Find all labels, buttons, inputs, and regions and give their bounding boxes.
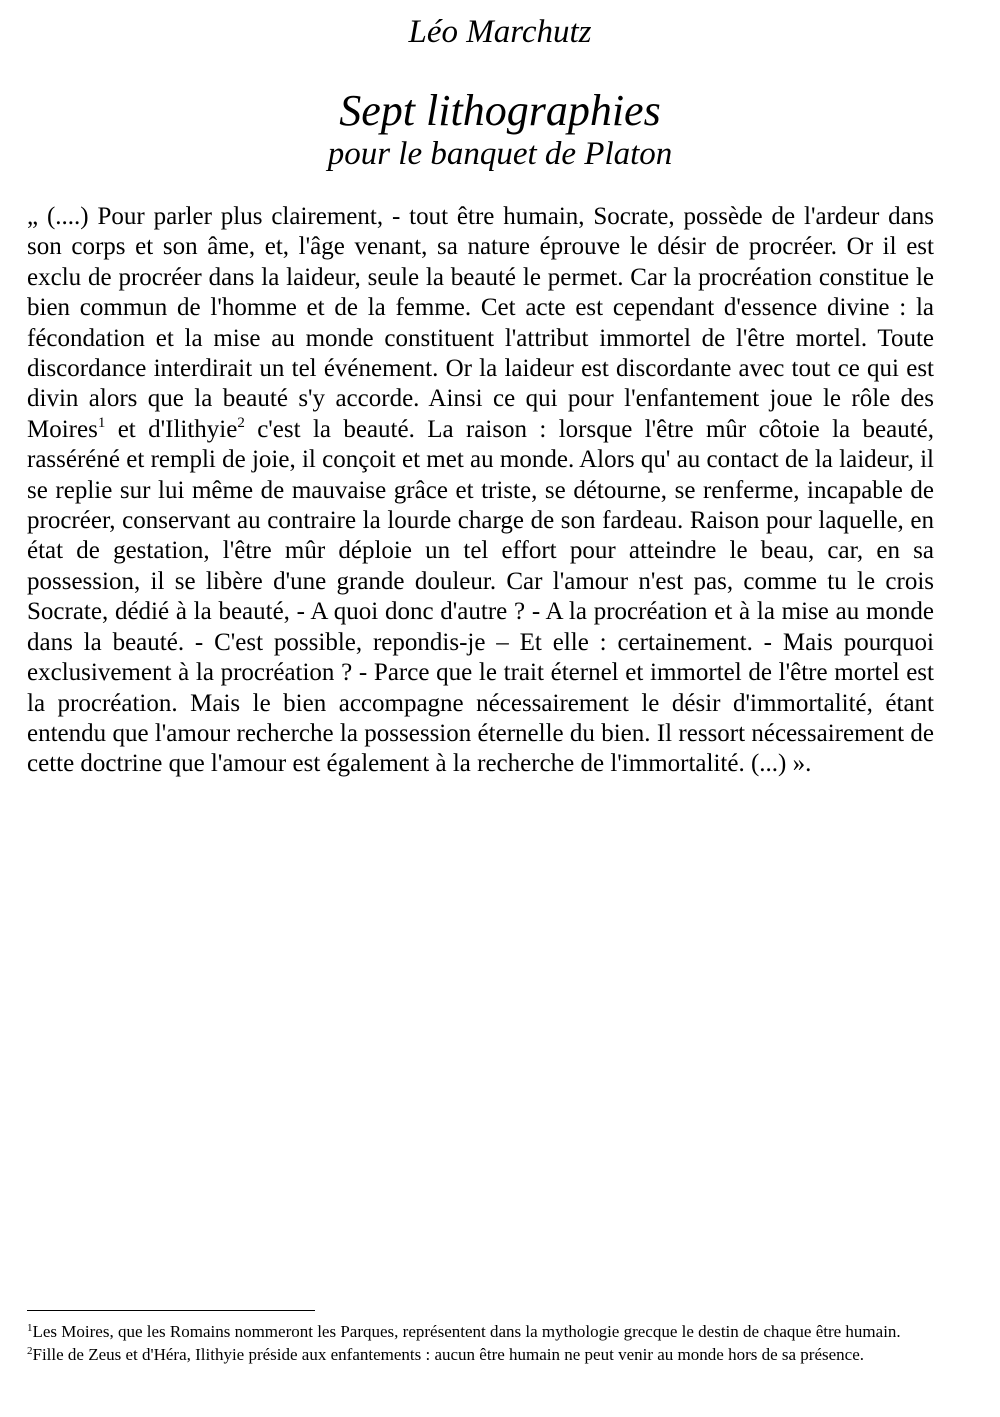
document-title: Sept lithographies [339, 86, 661, 135]
footnote-2 [27, 1345, 937, 1365]
footnote-1-text: Les Moires, que les Romains nommeront les Parques, représentent dans la mythologie grecque le destin de chaque être humain. [32, 1322, 901, 1341]
footnote-1 [27, 1322, 937, 1342]
footnote-divider [27, 1310, 315, 1311]
footnote-ref-1: 1 [97, 414, 106, 431]
quotation-text-part-1: „ (....) Pour parler plus clairement, - tout être humain, Socrate, possède de l'ardeur dans son corps et son âme, et, l'âge venant, sa nature éprouve le désir de procréer. Or il est exclu de procréer dans la laideur, seule la beauté le permet. Car la procréation constitue le bien commun de l'homme et de la femme. Cet acte est cependant d'essence divine : la fécondation et la mise au monde constituent l'attribut immortel de l'être mortel. Toute discordance interdirait un tel événement. Or la laideur est discordante avec tout ce qui est divin alors que la beauté s'y accorde. Ainsi ce qui pour l'enfantement joue le rôle des Moires [27, 203, 934, 443]
footnote-2-text: Fille de Zeus et d'Héra, Ilithyie préside aux enfantements : aucun être humain ne peut venir au monde hors de sa présence. [32, 1345, 865, 1364]
footnote-ref-2: 2 [237, 414, 245, 431]
author-name: Léo Marchutz [408, 14, 592, 50]
footnotes-section [27, 1322, 937, 1368]
quotation-text-part-2: et d'Ilithyie [105, 415, 238, 443]
quotation-text-part-3: c'est la beauté. La raison : lorsque l'être mûr côtoie la beauté, rasséréné et rempli de joie, il conçoit et met au monde. Alors qu' au contact de la laideur, il se replie sur lui même de mauvaise grâce et triste, se détourne, se renferme, incapable de procréer, conservant au contraire la lourde charge de son fardeau. Raison pour laquelle, en état de gestation, l'être mûr déploie un tel effort pour atteindre le beau, car, en sa possession, il se libère d'une grande douleur. Car l'amour n'est pas, comme tu le crois Socrate, dédié à la beauté, - A quoi donc d'autre ? - A la procréation et à la mise au monde dans la beauté. - C'est possible, repondis-je – Et elle : certainement. - Mais pourquoi exclusivement à la procréation ? - Parce que le trait éternel et immortel de l'être mortel est la procréation. Mais le bien accompagne nécessairement le désir d'immortalité, étant entendu que l'amour recherche la possession éternelle du bien. Il ressort nécessairement de cette doctrine que l'amour est également à la recherche de l'immortalité. (...) ». [27, 415, 934, 778]
footnote-1-marker: 1 [27, 1322, 33, 1334]
footnote-2-marker: 2 [27, 1345, 33, 1357]
quotation-paragraph [27, 202, 934, 780]
document-subtitle: pour le banquet de Platon [327, 136, 673, 172]
